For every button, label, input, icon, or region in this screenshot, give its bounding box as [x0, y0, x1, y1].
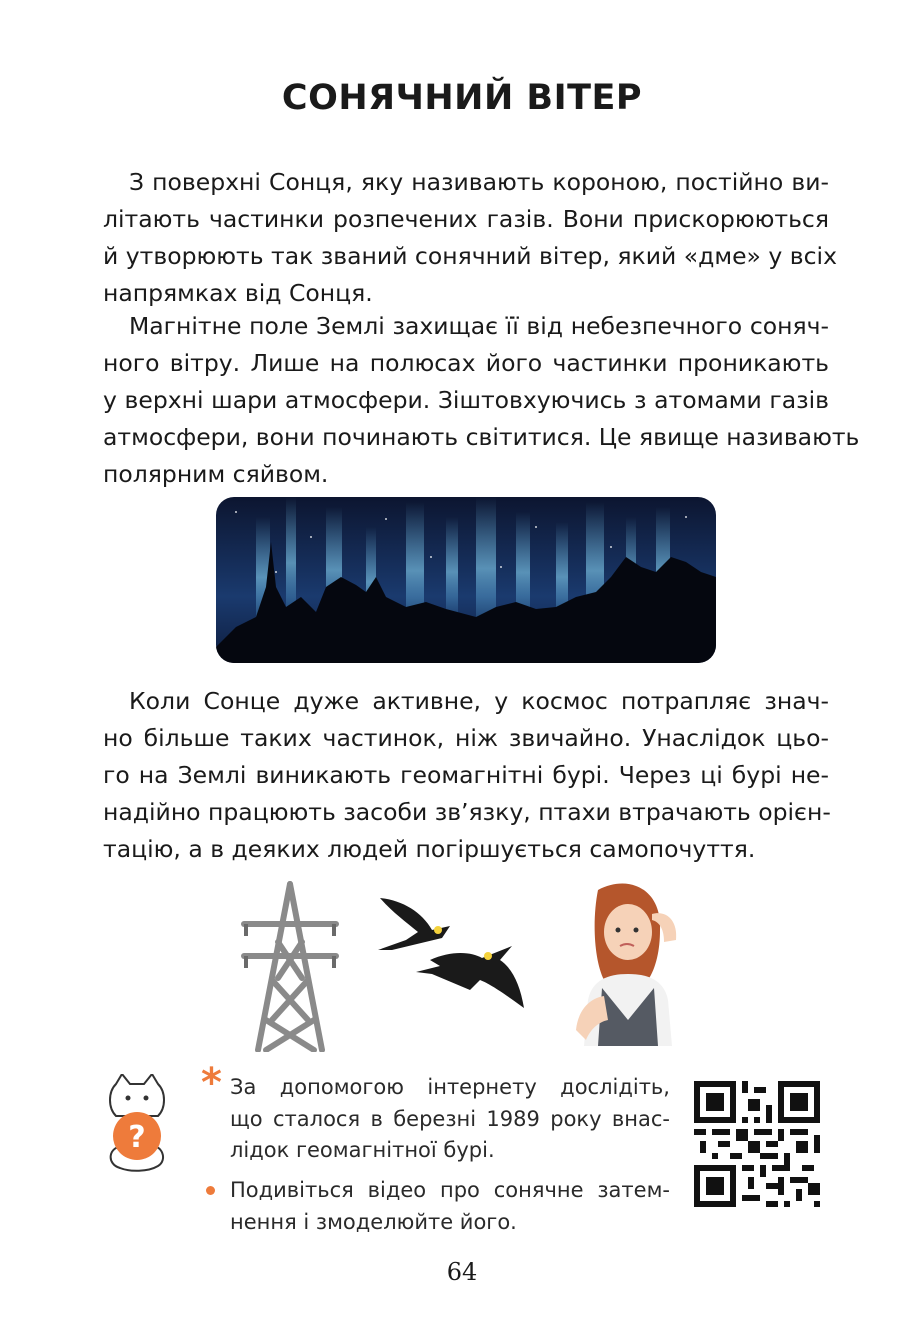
aurora-illustration [216, 497, 716, 663]
page-title: СОНЯЧНИЙ ВІТЕР [281, 78, 643, 118]
cat-question-icon [102, 1074, 172, 1174]
qr-code[interactable] [694, 1081, 820, 1207]
text-line: тацію, а в деяких людей погіршується самопочуття. [103, 835, 756, 863]
text-line: надійно працюють засоби зв’язку, птахи втрачають орієн- [103, 798, 831, 826]
asterisk-icon: * [201, 1060, 222, 1106]
task-video [230, 1175, 670, 1238]
text-line: нення і змоделюйте його. [230, 1209, 517, 1234]
paragraph-magnetic-field [103, 308, 860, 493]
text-line: Магнітне поле Землі захищає її від небезпечного соняч- [129, 312, 829, 340]
page-number: 64 [446, 1258, 478, 1286]
text-line: літають частинки розпечених газів. Вони прискорюються [103, 205, 829, 233]
woman-headache-icon [568, 880, 690, 1048]
text-line: полярним сяйвом. [103, 460, 329, 488]
task-research [230, 1072, 670, 1167]
text-line: Коли Сонце дуже активне, у космос потрапляє знач- [129, 687, 829, 715]
paragraph-solar-wind [103, 164, 837, 312]
bullet-icon [206, 1186, 215, 1195]
text-line: но більше таких частинок, ніж звичайно. Унаслідок цьо- [103, 724, 829, 752]
svg-text:?: ? [128, 1120, 146, 1155]
text-line: го на Землі виникають геомагнітні бурі. Через ці бурі не- [103, 761, 829, 789]
text-line: що сталося в березні 1989 року внас- [230, 1106, 670, 1131]
text-line: у верхні шари атмосфери. Зіштовхуючись з атомами газів [103, 386, 829, 414]
text-line: За допомогою інтернету дослідіть, [230, 1075, 670, 1099]
text-line: ного вітру. Лише на полюсах його частинки проникають [103, 349, 829, 377]
text-line: Подивіться відео про сонячне затем- [230, 1178, 670, 1202]
text-line: лідок геомагнітної бурі. [230, 1138, 495, 1162]
text-line: й утворюють так званий сонячний вітер, який «дме» у всіх [103, 242, 837, 270]
text-line: атмосфери, вони починають світитися. Це явище називають [103, 423, 860, 451]
paragraph-geomagnetic-storms [103, 683, 829, 868]
text-line: напрямках від Сонця. [103, 279, 373, 307]
power-tower-icon [238, 880, 342, 1052]
birds-icon [372, 890, 528, 1016]
text-line: З поверхні Сонця, яку називають короною, постійно ви- [129, 168, 829, 196]
